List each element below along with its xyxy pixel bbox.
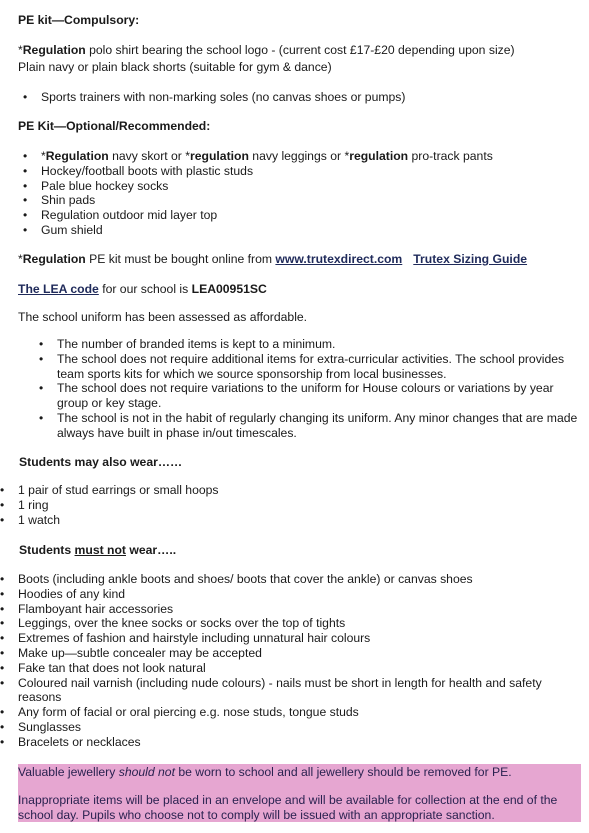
list-item: • Coloured nail varnish (including nude colours) - nails must be short in length for health and safety reasons — [18, 676, 579, 706]
lea-code-line: The LEA code for our school is LEA00951SC — [18, 282, 267, 296]
list-item: • 1 watch — [18, 513, 581, 528]
trutex-link[interactable]: www.trutexdirect.com — [275, 252, 403, 266]
may-wear-list — [18, 483, 581, 527]
list-item: • The school does not require variations to the uniform for House colours or variations by year group or key stage. — [57, 381, 579, 411]
list-item: • Shin pads — [41, 193, 581, 208]
list-item: • Extremes of fashion and hairstyle including unnatural hair colours — [18, 631, 579, 646]
must-not-list — [18, 572, 579, 750]
pe-optional-heading: PE Kit—Optional/Recommended: — [18, 119, 211, 133]
online-purchase-line: *Regulation PE kit must be bought online from www.trutexdirect.com Trutex Sizing Guide — [18, 252, 528, 266]
list-item: • Sports trainers with non-marking soles (no canvas shoes or pumps) — [41, 90, 581, 105]
pe-compulsory-list — [41, 90, 581, 105]
list-item: • Hockey/football boots with plastic studs — [41, 164, 581, 179]
list-item: • The number of branded items is kept to a minimum. — [57, 337, 579, 352]
pe-optional-list — [41, 149, 581, 238]
list-item: • Boots (including ankle boots and shoes/ boots that cover the ankle) or canvas shoes — [18, 572, 579, 587]
lea-code-link[interactable]: The LEA code — [18, 282, 99, 296]
jewellery-notice-line2: Inappropriate items will be placed in an envelope and will be available for collection at the end of the school day. Pupils who choose not to comply will be issued with an appropriate sanction. — [18, 793, 558, 822]
list-item: • Flamboyant hair accessories — [18, 602, 579, 617]
list-item: • Any form of facial or oral piercing e.g. nose studs, tongue studs — [18, 705, 579, 720]
list-item: • 1 pair of stud earrings or small hoops — [18, 483, 581, 498]
affordable-intro: The school uniform has been assessed as affordable. — [18, 310, 308, 324]
regulation-label: Regulation — [22, 43, 86, 57]
pe-compulsory-line1 — [18, 43, 581, 58]
list-item: • Regulation outdoor mid layer top — [41, 208, 581, 223]
list-item: • The school does not require additional items for extra-curricular activities. The school provides team sports kits for which we source sponsorship from local businesses. — [57, 352, 579, 382]
list-item: • 1 ring — [18, 498, 581, 513]
polo-shirt-text: polo shirt bearing the school logo - (current cost £17-£20 depending upon size) — [85, 43, 515, 57]
may-wear-heading: Students may also wear…… — [19, 455, 183, 469]
pe-compulsory-line2: Plain navy or plain black shorts (suitable for gym & dance) — [18, 60, 332, 74]
list-item: • Gum shield — [41, 223, 581, 238]
list-item: • Bracelets or necklaces — [18, 735, 579, 750]
list-item: • *Regulation navy skort or *regulation navy leggings or *regulation pro-track pants — [41, 149, 581, 164]
jewellery-notice-line1: Valuable jewellery should not be worn to school and all jewellery should be removed for PE. — [18, 765, 512, 779]
list-item: • Sunglasses — [18, 720, 579, 735]
lea-code-value: LEA00951SC — [191, 282, 267, 296]
trutex-sizing-guide-link[interactable]: Trutex Sizing Guide — [413, 252, 528, 266]
list-item: • Hoodies of any kind — [18, 587, 579, 602]
list-item: • Leggings, over the knee socks or socks over the top of tights — [18, 616, 579, 631]
list-item: • Pale blue hockey socks — [41, 179, 581, 194]
list-item: • Make up—subtle concealer may be accepted — [18, 646, 579, 661]
list-item: • Fake tan that does not look natural — [18, 661, 579, 676]
pe-compulsory-heading: PE kit—Compulsory: — [18, 13, 140, 27]
affordable-list — [57, 337, 579, 441]
jewellery-notice — [18, 764, 581, 822]
must-not-heading: Students must not wear….. — [19, 543, 177, 557]
list-item: • The school is not in the habit of regularly changing its uniform. Any minor changes that are made always have built in phase in/out timescales. — [57, 411, 579, 441]
asterisk: * — [18, 43, 23, 57]
